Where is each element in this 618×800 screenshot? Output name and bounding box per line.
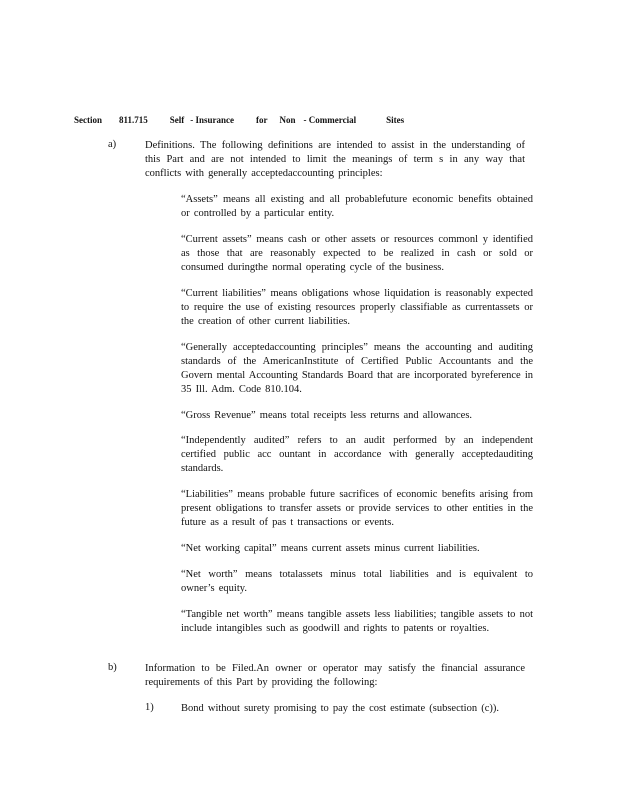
heading-word: Self: [169, 115, 185, 125]
heading-word: - Commercial: [303, 115, 357, 125]
definition-independently-audited: “Independently audited” refers to an audit performed by an independent certified public acc ountant in accordance with generally acceptedauditing standards.: [181, 435, 533, 474]
item-text-1: Bond without surety promising to pay the cost estimate (subsection (c)).: [181, 703, 499, 714]
heading-word: for: [256, 115, 268, 125]
item-label-1: 1): [145, 702, 154, 713]
section-number: 811.715: [119, 115, 148, 125]
heading-word: Non: [279, 115, 296, 125]
definition-tangible-net-worth: “Tangible net worth” means tangible assets less liabilities; tangible assets to not include intangibles such as goodwill and rights to patents or royalties.: [181, 609, 533, 634]
definition-assets: “Assets” means all existing and all probablefuture economic benefits obtained or controlled by a particular entity.: [181, 194, 533, 219]
definition-gross-revenue: “Gross Revenue” means total receipts less returns and allowances.: [181, 410, 473, 421]
definition-current-liabilities: “Current liabilities” means obligations whose liquidation is reasonably expected to require the use of existing resources properly classifiable as currentassets or the creation of other current liabilities.: [181, 288, 533, 327]
section-heading: [74, 115, 404, 125]
definition-liabilities: “Liabilities” means probable future sacrifices of economic benefits arising from present obligations to transfer assets or provide services to other entities in the future as a result of pas t transactions or events.: [181, 489, 533, 528]
definition-current-assets: “Current assets” means cash or other assets or resources commonl y identified as those that are reasonably expected to be realized in cash or sold or consumed duringthe normal operating cycle of the business.: [181, 234, 533, 273]
heading-word: - Insurance: [190, 115, 235, 125]
definition-net-working-capital: “Net working capital” means current assets minus current liabilities.: [181, 543, 480, 554]
heading-word: Sites: [386, 115, 405, 125]
definitions-intro: Definitions. The following definitions are intended to assist in the understanding of this Part and are not intended to limit the meanings of term s in any way that conflicts with generally acceptedaccounting principles:: [145, 140, 525, 179]
subsection-label-b: b): [108, 662, 117, 673]
subsection-label-a: a): [108, 139, 117, 150]
information-intro: Information to be Filed.An owner or operator may satisfy the financial assurance requirements of this Part by providing the following:: [145, 663, 525, 688]
definition-gaap: “Generally acceptedaccounting principles” means the accounting and auditing standards of the AmericanInstitute of Certified Public Accountants and the Govern mental Accounting Standards Board that are incorporated byreference in 35 Ill. Adm. Code 810.104.: [181, 342, 533, 395]
section-word: Section: [74, 115, 102, 125]
definition-net-worth: “Net worth” means totalassets minus total liabilities and is equivalent to owner’s equity.: [181, 569, 533, 594]
